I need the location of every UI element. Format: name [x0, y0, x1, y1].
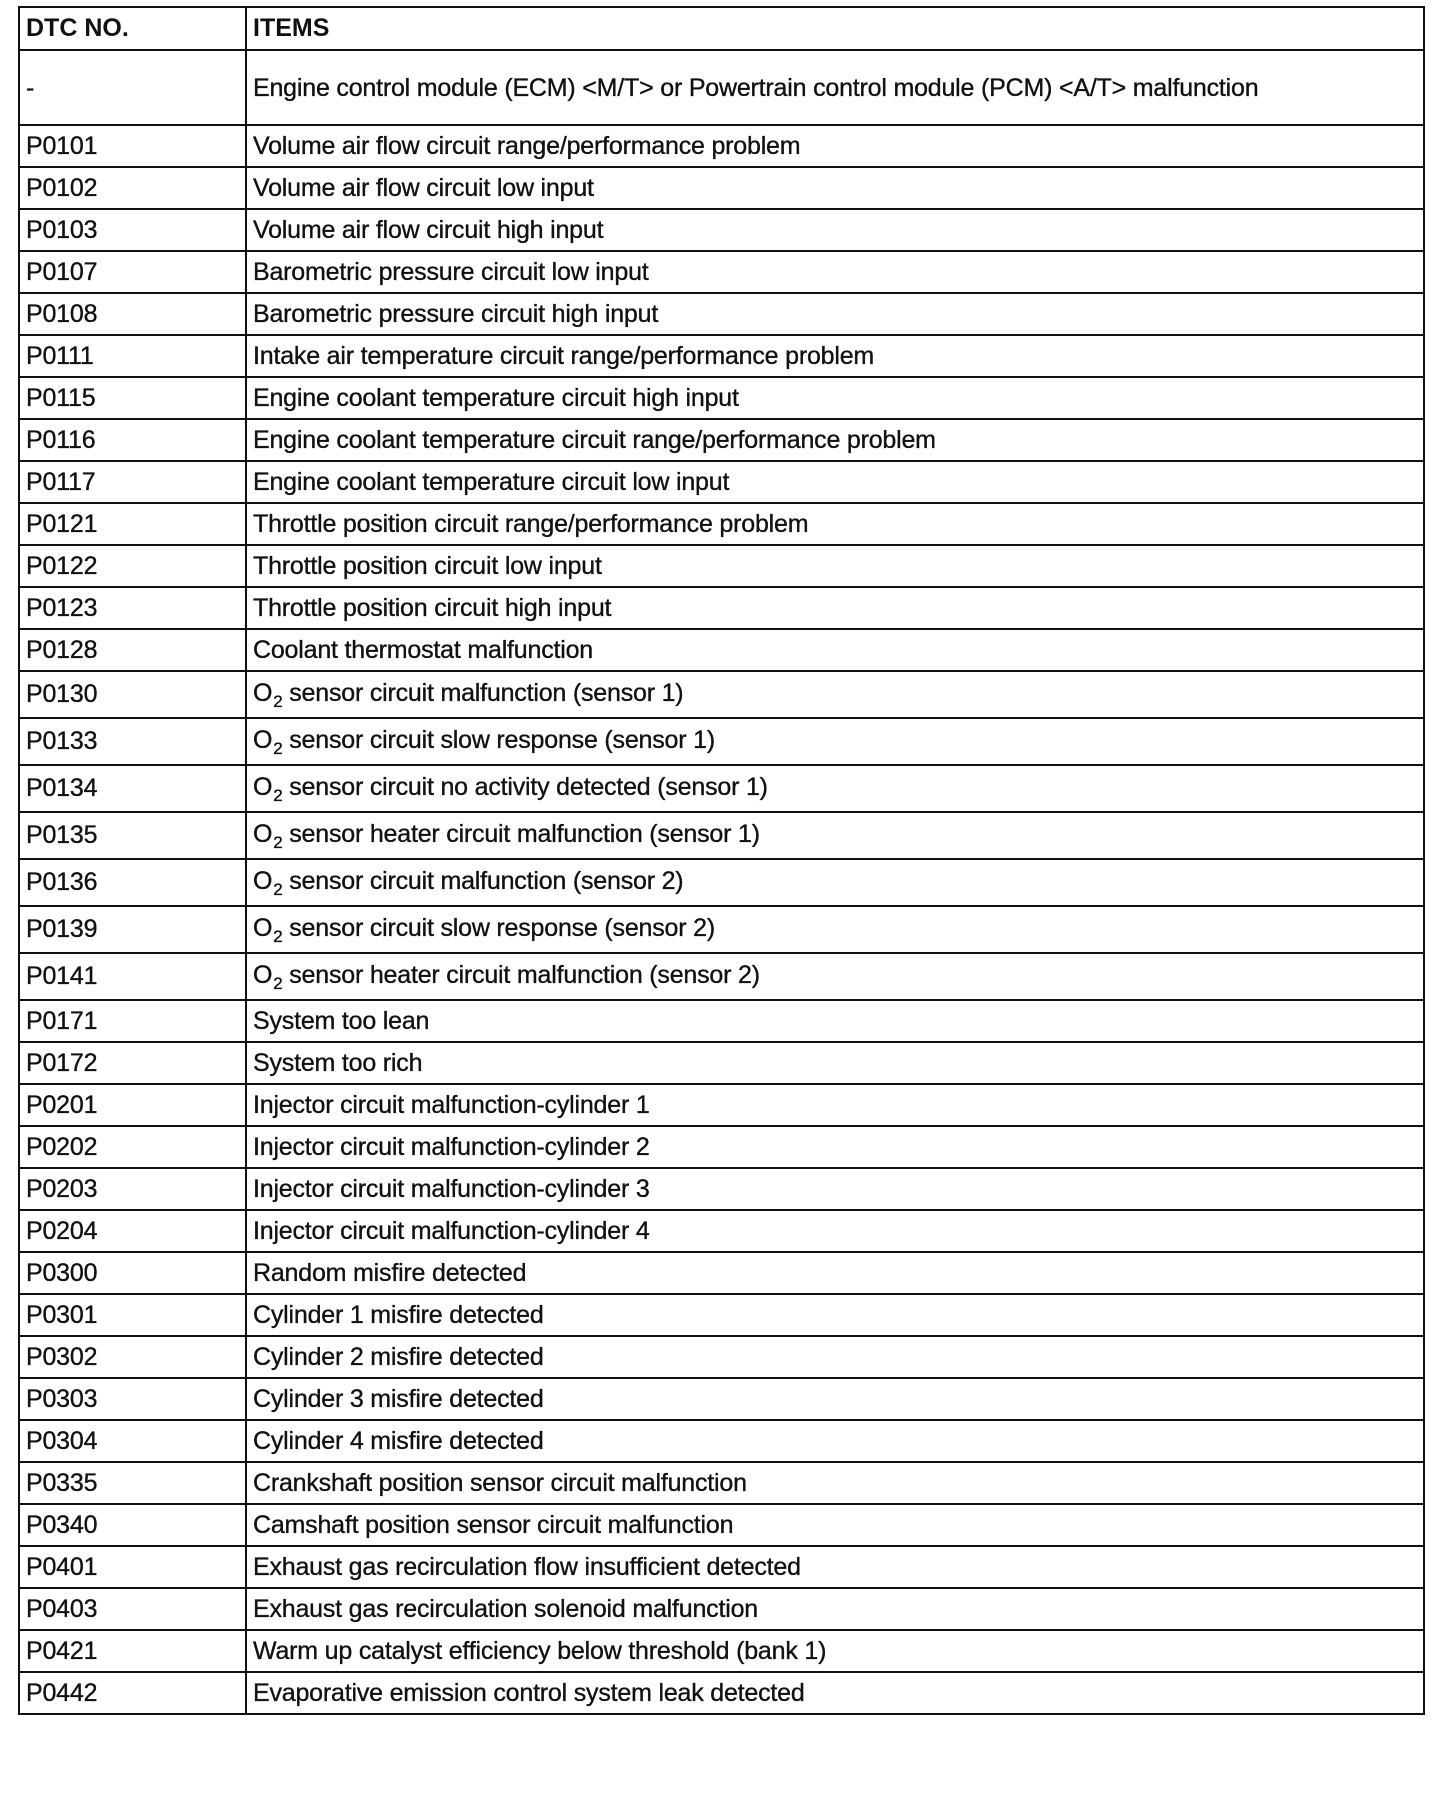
item-text-suffix: sensor circuit slow response (sensor 2) [282, 914, 715, 942]
dtc-code-cell: P0421 [19, 1630, 246, 1672]
dtc-item-cell: Volume air flow circuit high input [246, 209, 1424, 251]
table-row [19, 1210, 1424, 1252]
dtc-item-cell [246, 953, 1424, 1000]
table-row [19, 1168, 1424, 1210]
table-row [19, 718, 1424, 765]
item-text-subscript: 2 [273, 880, 283, 899]
dtc-item-cell: Throttle position circuit low input [246, 545, 1424, 587]
table-row [19, 1672, 1424, 1714]
table-row [19, 1378, 1424, 1420]
table-row [19, 1630, 1424, 1672]
item-text-suffix: sensor circuit malfunction (sensor 1) [282, 679, 684, 707]
table-row [19, 251, 1424, 293]
table-row [19, 1588, 1424, 1630]
dtc-item-cell [246, 906, 1424, 953]
dtc-table [18, 6, 1425, 1715]
dtc-item-cell: Engine coolant temperature circuit range/performance problem [246, 419, 1424, 461]
table-row [19, 1546, 1424, 1588]
dtc-item-cell: Warm up catalyst efficiency below threshold (bank 1) [246, 1630, 1424, 1672]
table-row [19, 1042, 1424, 1084]
dtc-item-cell: Injector circuit malfunction-cylinder 4 [246, 1210, 1424, 1252]
dtc-item-cell: Barometric pressure circuit high input [246, 293, 1424, 335]
table-row [19, 1126, 1424, 1168]
dtc-code-cell: P0116 [19, 419, 246, 461]
table-row [19, 765, 1424, 812]
item-text-subscript: 2 [273, 786, 283, 805]
dtc-code-cell: P0108 [19, 293, 246, 335]
dtc-item-cell: Volume air flow circuit low input [246, 167, 1424, 209]
table-row [19, 1294, 1424, 1336]
item-text-suffix: sensor circuit malfunction (sensor 2) [282, 867, 684, 895]
item-text-prefix: O [253, 679, 273, 707]
item-text-subscript: 2 [273, 833, 283, 852]
dtc-item-cell: Cylinder 2 misfire detected [246, 1336, 1424, 1378]
dtc-code-cell: P0201 [19, 1084, 246, 1126]
dtc-code-cell: P0139 [19, 906, 246, 953]
dtc-code-cell: P0136 [19, 859, 246, 906]
item-text-prefix: O [253, 961, 273, 989]
dtc-code-cell: P0141 [19, 953, 246, 1000]
dtc-code-cell: - [19, 50, 246, 125]
dtc-code-cell: P0442 [19, 1672, 246, 1714]
dtc-item-cell: Engine control module (ECM) <M/T> or Powertrain control module (PCM) <A/T> malfunction [246, 50, 1424, 125]
dtc-item-cell: Injector circuit malfunction-cylinder 3 [246, 1168, 1424, 1210]
dtc-no-header: DTC NO. [19, 7, 246, 50]
dtc-code-cell: P0115 [19, 377, 246, 419]
header-row [19, 7, 1424, 50]
table-row [19, 1504, 1424, 1546]
table-header [19, 7, 1424, 50]
dtc-item-cell: Exhaust gas recirculation solenoid malfunction [246, 1588, 1424, 1630]
table-row [19, 419, 1424, 461]
table-row [19, 167, 1424, 209]
dtc-item-cell: Volume air flow circuit range/performance problem [246, 125, 1424, 167]
dtc-item-cell [246, 859, 1424, 906]
dtc-code-cell: P0101 [19, 125, 246, 167]
dtc-code-cell: P0304 [19, 1420, 246, 1462]
dtc-item-cell: Exhaust gas recirculation flow insufficient detected [246, 1546, 1424, 1588]
dtc-code-cell: P0300 [19, 1252, 246, 1294]
table-row [19, 1252, 1424, 1294]
dtc-item-cell: Cylinder 3 misfire detected [246, 1378, 1424, 1420]
item-text-subscript: 2 [273, 739, 283, 758]
table-body [19, 50, 1424, 1714]
dtc-item-cell [246, 765, 1424, 812]
item-text-prefix: O [253, 773, 273, 801]
table-row [19, 1420, 1424, 1462]
dtc-code-cell: P0204 [19, 1210, 246, 1252]
dtc-code-cell: P0130 [19, 671, 246, 718]
dtc-item-cell [246, 812, 1424, 859]
table-row [19, 1462, 1424, 1504]
table-row [19, 125, 1424, 167]
items-header: ITEMS [246, 7, 1424, 50]
dtc-item-cell: Intake air temperature circuit range/performance problem [246, 335, 1424, 377]
table-row [19, 293, 1424, 335]
table-row [19, 812, 1424, 859]
dtc-code-cell: P0111 [19, 335, 246, 377]
table-row [19, 906, 1424, 953]
dtc-item-cell: Injector circuit malfunction-cylinder 2 [246, 1126, 1424, 1168]
item-text-prefix: O [253, 820, 273, 848]
dtc-code-cell: P0123 [19, 587, 246, 629]
dtc-code-cell: P0107 [19, 251, 246, 293]
table-row [19, 461, 1424, 503]
table-row [19, 859, 1424, 906]
dtc-item-cell: Crankshaft position sensor circuit malfunction [246, 1462, 1424, 1504]
item-text-prefix: O [253, 914, 273, 942]
dtc-code-cell: P0203 [19, 1168, 246, 1210]
dtc-code-cell: P0134 [19, 765, 246, 812]
dtc-code-cell: P0135 [19, 812, 246, 859]
item-text-prefix: O [253, 867, 273, 895]
table-row [19, 587, 1424, 629]
dtc-code-cell: P0128 [19, 629, 246, 671]
dtc-code-cell: P0335 [19, 1462, 246, 1504]
dtc-item-cell [246, 671, 1424, 718]
item-text-suffix: sensor circuit slow response (sensor 1) [282, 726, 715, 754]
dtc-item-cell: Cylinder 1 misfire detected [246, 1294, 1424, 1336]
dtc-code-cell: P0202 [19, 1126, 246, 1168]
dtc-item-cell: Injector circuit malfunction-cylinder 1 [246, 1084, 1424, 1126]
dtc-item-cell: Camshaft position sensor circuit malfunction [246, 1504, 1424, 1546]
dtc-item-cell: System too lean [246, 1000, 1424, 1042]
item-text-subscript: 2 [273, 692, 283, 711]
table-row [19, 335, 1424, 377]
table-row [19, 503, 1424, 545]
table-row [19, 671, 1424, 718]
table-row [19, 1336, 1424, 1378]
table-row [19, 50, 1424, 125]
dtc-item-cell: Cylinder 4 misfire detected [246, 1420, 1424, 1462]
dtc-code-cell: P0172 [19, 1042, 246, 1084]
dtc-item-cell: Engine coolant temperature circuit low input [246, 461, 1424, 503]
item-text-prefix: O [253, 726, 273, 754]
dtc-item-cell: Throttle position circuit range/performance problem [246, 503, 1424, 545]
table-row [19, 1084, 1424, 1126]
table-row [19, 545, 1424, 587]
dtc-item-cell: Coolant thermostat malfunction [246, 629, 1424, 671]
dtc-code-cell: P0102 [19, 167, 246, 209]
dtc-item-cell: Engine coolant temperature circuit high input [246, 377, 1424, 419]
item-text-suffix: sensor circuit no activity detected (sensor 1) [282, 773, 768, 801]
dtc-code-cell: P0122 [19, 545, 246, 587]
table-row [19, 209, 1424, 251]
dtc-code-cell: P0121 [19, 503, 246, 545]
dtc-item-cell: System too rich [246, 1042, 1424, 1084]
dtc-item-cell: Evaporative emission control system leak detected [246, 1672, 1424, 1714]
item-text-subscript: 2 [273, 927, 283, 946]
item-text-suffix: sensor heater circuit malfunction (sensor 1) [282, 820, 760, 848]
dtc-code-cell: P0401 [19, 1546, 246, 1588]
table-row [19, 1000, 1424, 1042]
dtc-code-cell: P0171 [19, 1000, 246, 1042]
dtc-code-cell: P0303 [19, 1378, 246, 1420]
table-row [19, 377, 1424, 419]
dtc-code-cell: P0133 [19, 718, 246, 765]
dtc-item-cell [246, 718, 1424, 765]
dtc-item-cell: Random misfire detected [246, 1252, 1424, 1294]
table-row [19, 953, 1424, 1000]
dtc-item-cell: Barometric pressure circuit low input [246, 251, 1424, 293]
dtc-code-cell: P0301 [19, 1294, 246, 1336]
item-text-suffix: sensor heater circuit malfunction (sensor 2) [282, 961, 760, 989]
dtc-code-cell: P0340 [19, 1504, 246, 1546]
dtc-item-cell: Throttle position circuit high input [246, 587, 1424, 629]
dtc-code-cell: P0103 [19, 209, 246, 251]
dtc-code-cell: P0403 [19, 1588, 246, 1630]
item-text-subscript: 2 [273, 974, 283, 993]
dtc-code-cell: P0117 [19, 461, 246, 503]
dtc-code-cell: P0302 [19, 1336, 246, 1378]
table-row [19, 629, 1424, 671]
